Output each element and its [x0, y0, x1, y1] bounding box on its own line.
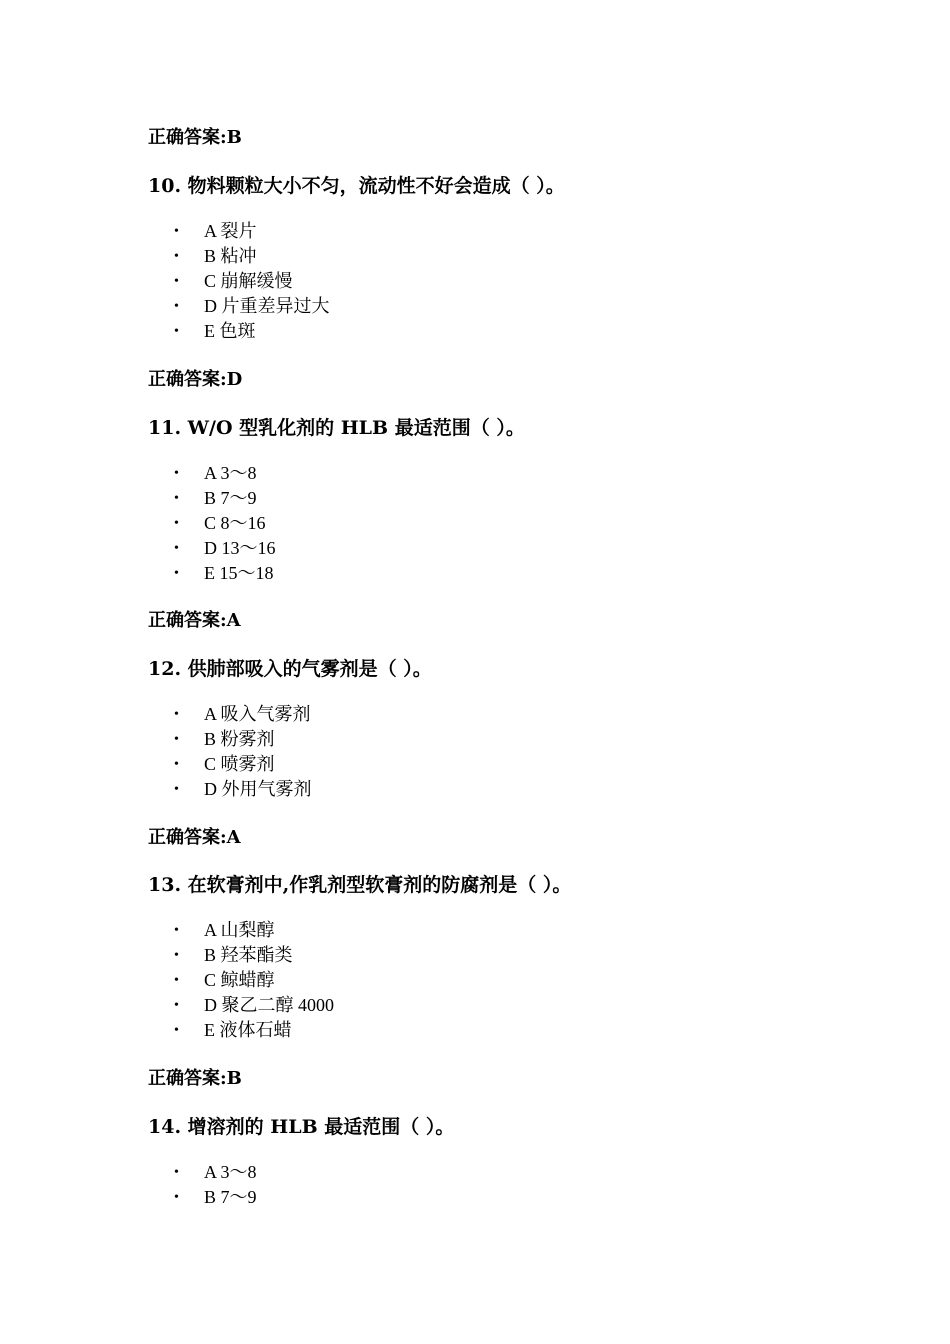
option-text: A 裂片 — [204, 221, 257, 241]
question-10: 10. 物料颗粒大小不匀，流动性不好会造成（ ）。 — [148, 175, 565, 197]
answer-10: 正确答案:D — [148, 369, 243, 390]
option-text: B 粘冲 — [204, 246, 257, 266]
option-text: A 3～8 — [204, 463, 257, 483]
option-text: A 3～8 — [204, 1162, 257, 1182]
option-text: B 粉雾剂 — [204, 729, 275, 749]
option-text: C 喷雾剂 — [204, 754, 275, 774]
answer-13: 正确答案:B — [148, 1068, 242, 1089]
bullet-icon: • — [174, 491, 179, 506]
bullet-icon: • — [174, 782, 179, 797]
question-11: 11. W/O 型乳化剂的 HLB 最适范围（ ）。 — [148, 417, 525, 439]
option-text: B 7～9 — [204, 488, 257, 508]
option-text: E 15～18 — [204, 563, 274, 583]
option-text: D 13～16 — [204, 538, 276, 558]
option-text: B 羟苯酯类 — [204, 945, 293, 965]
answer-9: 正确答案:B — [148, 127, 242, 148]
bullet-icon: • — [174, 299, 179, 314]
bullet-icon: • — [174, 732, 179, 747]
option-text: E 液体石蜡 — [204, 1020, 292, 1040]
option-text: D 外用气雾剂 — [204, 779, 312, 799]
option-text: A 吸入气雾剂 — [204, 704, 311, 724]
option-text: E 色斑 — [204, 321, 256, 341]
bullet-icon: • — [174, 707, 179, 722]
option-text: D 聚乙二醇 4000 — [204, 995, 334, 1015]
bullet-icon: • — [174, 757, 179, 772]
bullet-icon: • — [174, 516, 179, 531]
option-text: A 山梨醇 — [204, 920, 275, 940]
question-14: 14. 增溶剂的 HLB 最适范围（ ）。 — [148, 1116, 455, 1138]
bullet-icon: • — [174, 1190, 179, 1205]
bullet-icon: • — [174, 948, 179, 963]
answer-12: 正确答案:A — [148, 827, 241, 848]
bullet-icon: • — [174, 249, 179, 264]
bullet-icon: • — [174, 224, 179, 239]
answer-11: 正确答案:A — [148, 610, 241, 631]
option-text: C 崩解缓慢 — [204, 271, 293, 291]
bullet-icon: • — [174, 1023, 179, 1038]
option-text: C 8～16 — [204, 513, 266, 533]
bullet-icon: • — [174, 1165, 179, 1180]
bullet-icon: • — [174, 324, 179, 339]
bullet-icon: • — [174, 541, 179, 556]
question-13: 13. 在软膏剂中,作乳剂型软膏剂的防腐剂是（ ）。 — [148, 874, 572, 896]
bullet-icon: • — [174, 566, 179, 581]
question-12: 12. 供肺部吸入的气雾剂是（ ）。 — [148, 658, 432, 680]
option-text: D 片重差异过大 — [204, 296, 330, 316]
bullet-icon: • — [174, 923, 179, 938]
option-text: B 7～9 — [204, 1187, 257, 1207]
bullet-icon: • — [174, 274, 179, 289]
bullet-icon: • — [174, 466, 179, 481]
bullet-icon: • — [174, 998, 179, 1013]
bullet-icon: • — [174, 973, 179, 988]
option-text: C 鲸蜡醇 — [204, 970, 275, 990]
